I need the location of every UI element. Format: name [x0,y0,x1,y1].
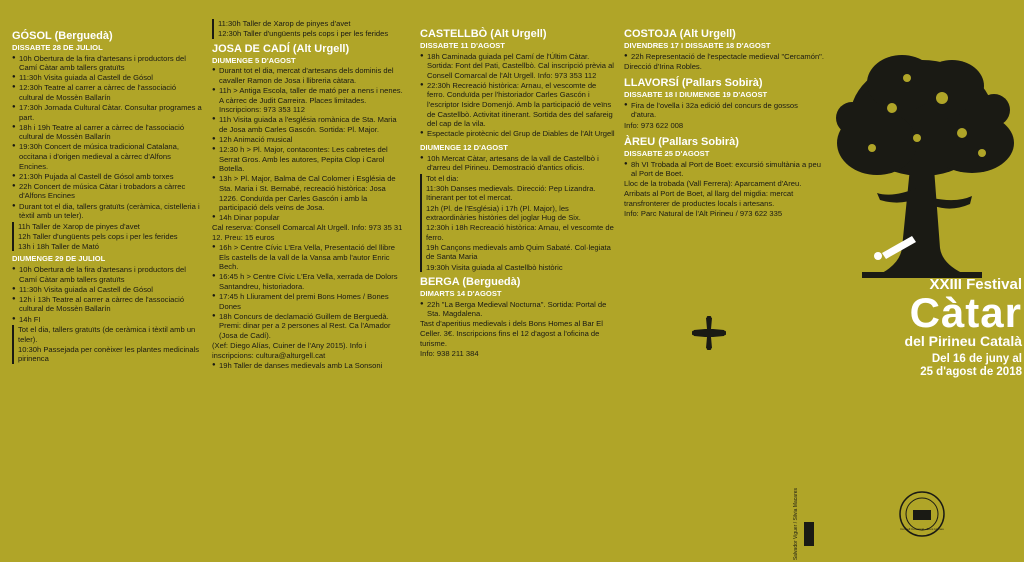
event-item: ● 17:30h Jornada Cultural Càtar. Consultar programes a part. [12,103,202,122]
event-item: ● 8h VI Trobada al Port de Boet: excursió simultània a peu al Port de Boet. [624,160,824,179]
tree-icon [822,48,1022,288]
event-item: ● 11:30h Visita guiada al Castell de Gósol [12,73,202,83]
event-item: ● Fira de l'ovella i 32a edició del concurs de gossos d'atura. [624,101,824,120]
event-item: ● 22h Concert de música Càtar i trobadors a càrrec d'Alfons Encines [12,182,202,201]
mercat-item: 19:30h Visita guiada al Castellbò històric [426,262,563,272]
event-list [12,54,202,221]
town-berga: BERGA (Berguedà) [420,276,521,289]
seal-icon [898,490,946,538]
town-areu: ÀREU (Pallars Sobirà) [624,136,739,149]
event-list [420,52,616,139]
mercat-item: 19h Cançons medievals amb Quim Sabaté. Col·legiata de Santa Maria [426,242,611,262]
event-item: ● 21:30h Pujada al Castell de Gósol amb torxes [12,172,202,182]
mercat-box [420,174,616,272]
credits: Salvador Viguer / Silvia Macares [793,488,799,561]
column-josa [212,18,406,371]
event-item: ● 14h FI [12,315,202,325]
column-costoja-llavorsi-areu [624,24,824,219]
logo-edition: XXIII Festival [929,276,1022,293]
event-item: ● Durant tot el dia, mercat d'artesans dels dominis del cavaller Ramon de Josa i llibreria càtara. [212,66,406,85]
llavorsi-info: Info: 973 622 008 [624,120,684,130]
workshop-item: Tot el dia, tallers gratuïts (de ceràmica i tèxtil amb un teler). [18,325,196,344]
workshop-item: 10:30h Passejada per conèixer les plantes medicinals pirinenca [18,344,200,364]
areu-contact: Info: Parc Natural de l'Alt Pirineu / 973 622 335 [624,208,783,218]
dinar-info: Cal reserva: Consell Comarcal Alt Urgell. Info: 973 35 31 12. Preu: 15 euros [212,223,403,242]
town-castellbo: CASTELLBÒ (Alt Urgell) [420,28,547,40]
workshop-box [212,19,406,39]
date-28-juliol: DISSABTE 28 DE JULIOL [12,43,103,52]
mercat-item: 11:30h Danses medievals. Direcció: Pep Lizandra. Itinerant per tot el mercat. [426,183,596,203]
event-item: ● 10h Mercat Càtar, artesans de la vall de Castellbò i d'arreu del Pirineu. Demostració d'antics oficis. [420,154,616,173]
event-item: ● 13h > Pl. Major, Balma de Cal Colomer i Església de Sta. Maria i St. Bernabé, recreació històrica: Josa 1226. Conduïda per Carles Gascón i amb la participació dels veïns de Josa. [212,174,406,212]
event-item: ● 22:30h Recreació històrica: Arnau, el vescomte de ferro. Conduïda per l'historiador Carles Gascón i l'escriptor Isidre Domenjó. Amb la participació de veïns de Castellbò. Activitat itinerant. Sortida des del safareig del cap de la vila. [420,81,616,129]
occitan-cross-icon [692,316,726,350]
costoja-info: Direcció d'Irina Robles. [624,61,702,71]
event-item: ● 10h Obertura de la fira d'artesans i productors del Camí Càtar amb tallers gratuïts [12,54,202,73]
event-item: ● 12:30h Teatre al carrer a càrrec de l'associació cultural de Mossèn Ballarín [12,83,202,102]
town-llavorsi: LLAVORSÍ (Pallars Sobirà) [624,77,763,90]
event-list [12,265,202,324]
event-item: ● 12h i 13h Teatre al carrer a càrrec de l'associació cultural de Mossèn Ballarín [12,295,202,314]
event-item: ● 12h Animació musical [212,135,406,145]
tast-phone: Info: 938 211 384 [420,348,479,358]
mercat-item: 12h (Pl. de l'Església) i 17h (Pl. Major), les extraordinàries històries del joglar Hug de Six. [426,203,581,223]
mercat-item: 12:30h i 18h Recreació històrica: Arnau, el vescomte de ferro. [426,223,614,242]
column-gosol [12,26,202,366]
event-item: ● 16h > Centre Cívic L'Era Vella, Presentació del llibre Els castells de la vall de la Vansa amb l'autor Enric Bech. [212,243,406,272]
areu-info: Lloc de la trobada (Vall Ferrera): Aparcament d'Areu. Arribats al Port de Boet, al llarg del migdia: mercat transfronterer de productes locals i artesans. [624,179,802,208]
date-17-18-agost: DIVENDRES 17 I DISSABTE 18 D'AGOST [624,41,771,50]
event-item: ● 19:30h Concert de música tradicional Catalana, occitana i d'origen medieval a càrrec d'Alfons Encines. [12,142,202,171]
festival-logo [826,276,1022,379]
mercat-item: Tot el dia: [426,173,459,183]
event-list [212,243,406,340]
workshop-item: 11h Taller de Xarop de pinyes d'avet [18,221,140,231]
date-29-juliol: DIUMENGE 29 DE JULIOL [12,254,106,264]
date-11-agost: DISSABTE 11 D'AGOST [420,41,505,50]
event-item: ● 14h Dinar popular [212,213,406,223]
town-gosol: GÓSOL (Berguedà) [12,30,113,42]
workshop-item: 12h Taller d'ungüents pels cops i per les ferides [18,231,178,241]
event-item: ● 16:45 h > Centre Cívic L'Era Vella, xerrada de Dolors Santandreu, historiadora. [212,272,406,291]
event-item: ● 22h "La Berga Medieval Nocturna". Sortida: Portal de Sta. Magdalena. [420,300,616,319]
event-item: ● 12:30 h > Pl. Major, contacontes: Les cabretes del Serrat Gros. Amb les autores, Pepita Clop i Carol Botella. [212,145,406,174]
event-item: ● 11h > Antiga Escola, taller de mató per a nens i nenes. A càrrec de Judit Carreira. Places limitades. Inscripcions: 973 353 112 [212,86,406,115]
logo-title: Càtar [909,289,1022,336]
date-18-19-agost: DISSABTE 18 I DIUMENGE 19 D'AGOST [624,90,768,100]
tast-info: Tast d'aperitius medievals i dels Bons Homes al Bar El Celler. 3€. Inscripcions fins el 12 d'agost a l'oficina de turisme. [420,319,603,348]
column-castellbo-berga [420,24,616,359]
date-14-agost: DIMARTS 14 D'AGOST [420,289,502,299]
event-item: ● 11h Visita guiada a l'església romànica de Sta. Maria de Josa amb Carles Gascón. Sortida: Pl. Major. [212,115,406,134]
event-item: ● 18h i 19h Teatre al carrer a càrrec de l'associació cultural de Mossèn Ballarín [12,123,202,142]
town-costoja: COSTOJA (Alt Urgell) [624,28,736,40]
event-list [212,66,406,223]
workshop-box [12,222,202,252]
event-item: ● 17:45 h Lliurament del premi Bons Homes / Bones Dones [212,292,406,311]
workshop-box [12,325,202,364]
concurs-info: (Xef: Diego Alías, Cuiner de l'Any 2015). Info i inscripcions: cultura@alturgell.cat [212,340,367,360]
event-item: ● Durant tot el dia, tallers gratuïts (ceràmica, cistelleria i tèxtil amb un teler). [12,202,202,221]
workshop-item: 12:30h Taller d'ungüents pels cops i per les ferides [218,29,389,39]
workshop-item: 11:30h Taller de Xarop de pinyes d'avet [218,19,351,28]
event-item: ● 19h Taller de danses medievals amb La Sonsoni [212,361,406,371]
date-5-agost: DIUMENGE 5 D'AGOST [212,55,296,65]
logo-subtitle: del Pirineu Català [904,333,1022,349]
event-item: ● 10h Obertura de la fira d'artesans i productors del Camí Càtar amb tallers gratuïts [12,265,202,284]
seal-text: Consell Comarcal · Bons Homes [900,527,944,531]
event-item: ● Espectacle pirotècnic del Grup de Diables de l'Alt Urgell [420,129,616,139]
event-item: ● 22h Representació de l'espectacle medieval "Cercamón". [624,52,824,62]
qr-code-icon [804,522,814,546]
logo-dates-end: 25 d'agost de 2018 [920,366,1022,378]
event-item: ● 18h Concurs de declamació Guillem de Berguedà. Premi: dinar per a 2 persones al Rest. Ca l'Amador (Josa de Cadí). [212,312,406,341]
date-25-agost: DISSABTE 25 D'AGOST [624,149,710,159]
town-josa: JOSA DE CADÍ (Alt Urgell) [212,42,350,55]
date-12-agost: DIUMENGE 12 D'AGOST [420,142,508,152]
logo-dates-start: Del 16 de juny al [931,353,1022,365]
event-item: ● 11:30h Visita guiada al Castell de Gósol [12,285,202,295]
event-item: ● 18h Caminada guiada pel Camí de l'Últim Càtar. Sortida: Font del Pati, Castellbò. Cal inscripció prèvia al Consell Comarcal de l'Alt Urgell. Info: 973 353 112 [420,52,616,81]
workshop-item: 13h i 18h Taller de Mató [18,241,99,251]
